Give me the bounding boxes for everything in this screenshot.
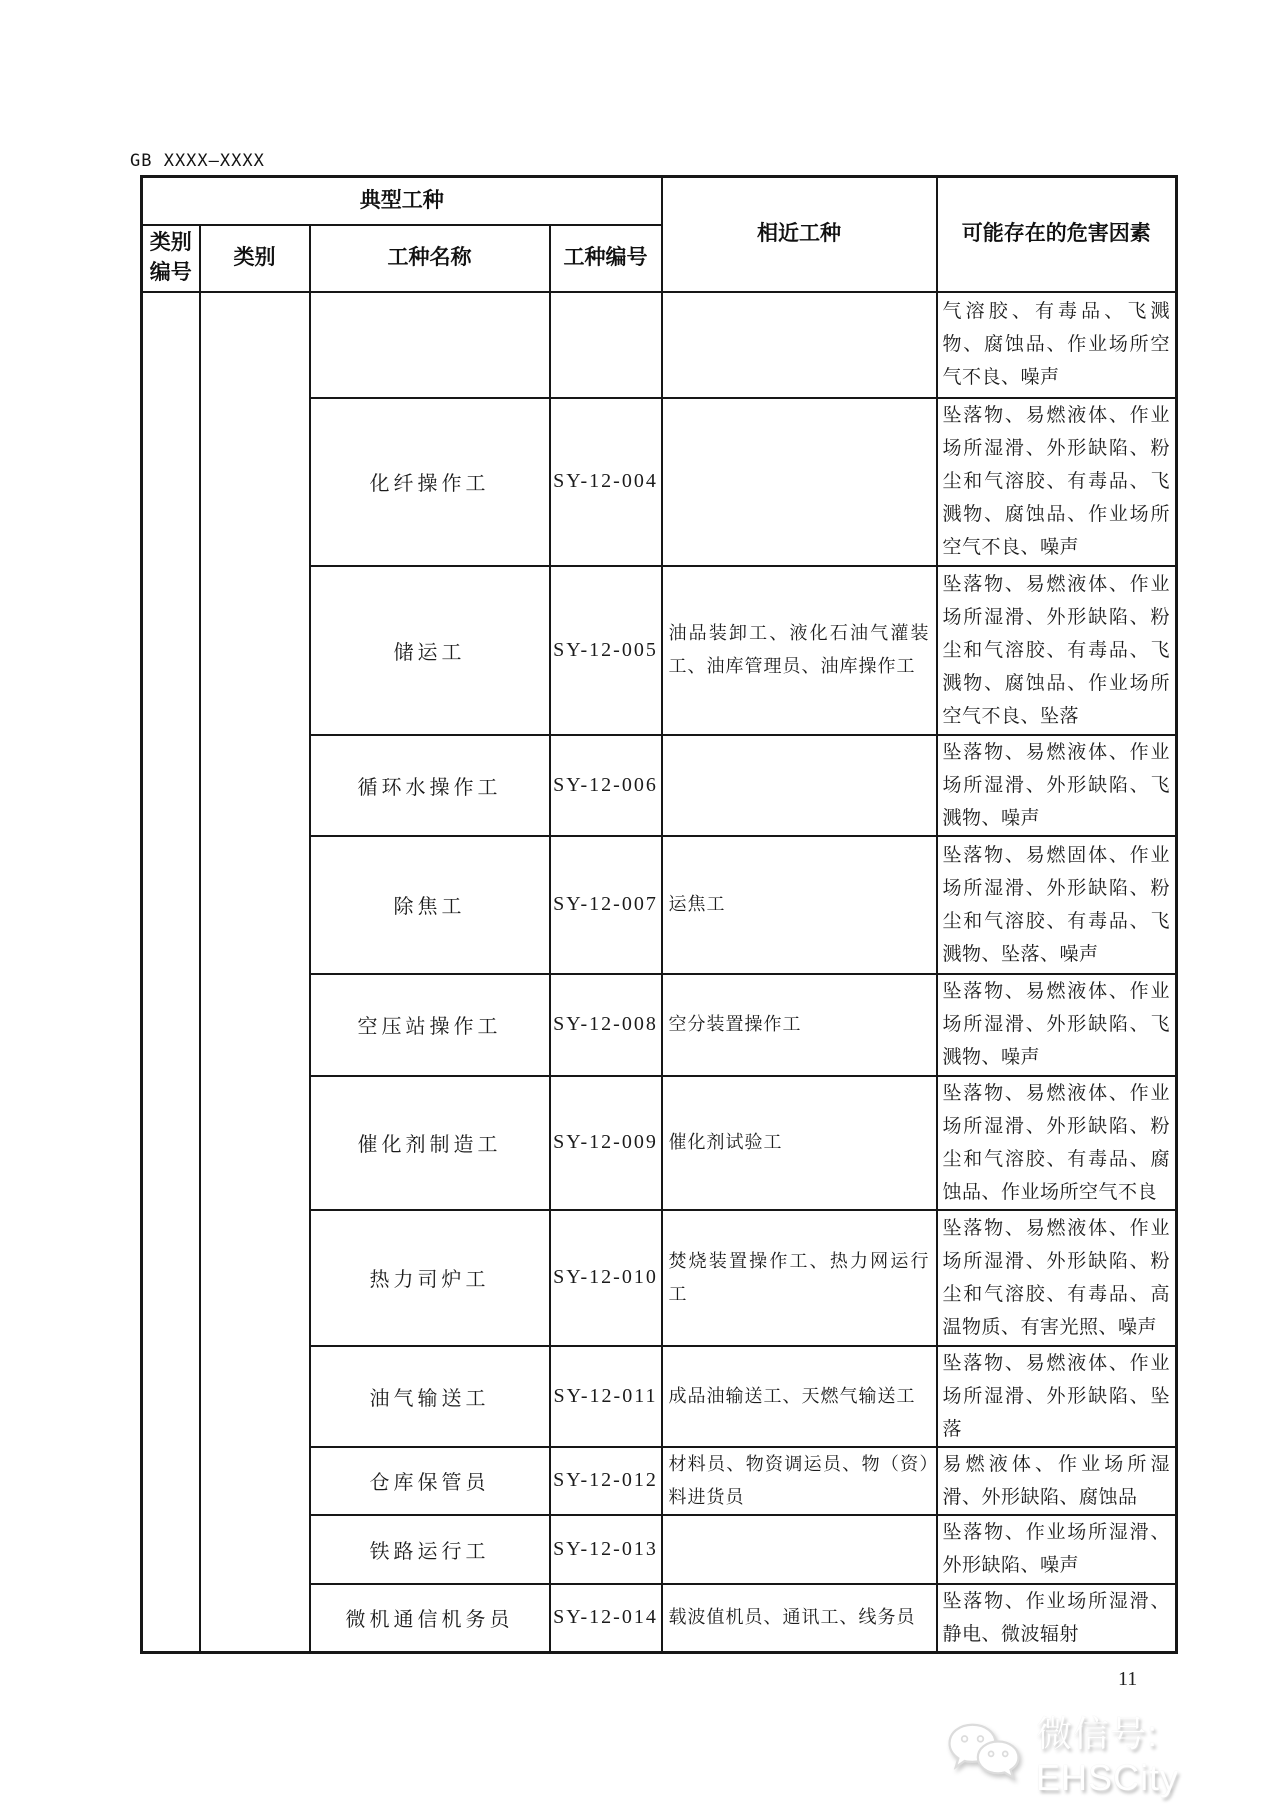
- job-code-cell: SY-12-007: [550, 836, 662, 974]
- job-name-cell: 热力司炉工: [310, 1210, 550, 1346]
- job-name-cell: [310, 292, 550, 398]
- header-job-name: 工种名称: [310, 225, 550, 292]
- job-name-cell: 微机通信机务员: [310, 1584, 550, 1653]
- wechat-icon: [946, 1716, 1022, 1790]
- watermark: [946, 1706, 1280, 1799]
- job-code-cell: SY-12-012: [550, 1447, 662, 1515]
- header-similar-jobs: 相近工种: [662, 177, 937, 292]
- hazards-cell: 坠落物、易燃液体、作业场所湿滑、外形缺陷、飞溅物、噪声: [937, 974, 1177, 1076]
- header-row-1: [142, 177, 1177, 225]
- job-name-cell: 铁路运行工: [310, 1515, 550, 1584]
- similar-jobs-cell: [662, 292, 937, 398]
- hazards-cell: 坠落物、作业场所湿滑、静电、微波辐射: [937, 1584, 1177, 1653]
- similar-jobs-cell: [662, 735, 937, 836]
- job-name-cell: 油气输送工: [310, 1346, 550, 1447]
- job-name-cell: 催化剂制造工: [310, 1076, 550, 1210]
- hazards-cell: 坠落物、易燃液体、作业场所湿滑、外形缺陷、坠落: [937, 1346, 1177, 1447]
- hazards-cell: 坠落物、作业场所湿滑、外形缺陷、噪声: [937, 1515, 1177, 1584]
- similar-jobs-cell: 油品装卸工、液化石油气灌装工、油库管理员、油库操作工: [662, 566, 937, 735]
- job-name-cell: 循环水操作工: [310, 735, 550, 836]
- job-name-cell: 空压站操作工: [310, 974, 550, 1076]
- job-code-cell: [550, 292, 662, 398]
- job-code-cell: SY-12-009: [550, 1076, 662, 1210]
- job-code-cell: SY-12-006: [550, 735, 662, 836]
- hazards-cell: 坠落物、易燃液体、作业场所湿滑、外形缺陷、飞溅物、噪声: [937, 735, 1177, 836]
- job-code-cell: SY-12-013: [550, 1515, 662, 1584]
- similar-jobs-cell: 材料员、物资调运员、物（资）料进货员: [662, 1447, 937, 1515]
- watermark-text: 微信号: EHSCity: [1036, 1713, 1180, 1798]
- job-code-cell: SY-12-014: [550, 1584, 662, 1653]
- similar-jobs-cell: 成品油输送工、天燃气输送工: [662, 1346, 937, 1447]
- similar-jobs-cell: 载波值机员、通讯工、线务员: [662, 1584, 937, 1653]
- job-code-cell: SY-12-005: [550, 566, 662, 735]
- job-name-cell: 除焦工: [310, 836, 550, 974]
- header-category: 类别: [200, 225, 310, 292]
- header-job-code: 工种编号: [550, 225, 662, 292]
- hazards-cell: 易燃液体、作业场所湿滑、外形缺陷、腐蚀品: [937, 1447, 1177, 1515]
- page-number: 11: [1118, 1668, 1138, 1690]
- job-name-cell: 仓库保管员: [310, 1447, 550, 1515]
- job-code-cell: SY-12-004: [550, 398, 662, 566]
- similar-jobs-cell: 催化剂试验工: [662, 1076, 937, 1210]
- similar-jobs-cell: [662, 1515, 937, 1584]
- similar-jobs-cell: [662, 398, 937, 566]
- doc-code: GB XXXX—XXXX: [130, 151, 265, 171]
- job-code-cell: SY-12-010: [550, 1210, 662, 1346]
- similar-jobs-cell: 焚烧装置操作工、热力网运行工: [662, 1210, 937, 1346]
- header-category-no: 类别编号: [142, 225, 200, 292]
- header-typical-jobs: 典型工种: [142, 177, 662, 225]
- header-hazards: 可能存在的危害因素: [937, 177, 1177, 292]
- similar-jobs-cell: 运焦工: [662, 836, 937, 974]
- category-no-cell: [142, 292, 200, 1653]
- hazards-cell: 坠落物、易燃液体、作业场所湿滑、外形缺陷、粉尘和气溶胶、有毒品、飞溅物、腐蚀品、作业场所空气不良、噪声: [937, 398, 1177, 566]
- job-name-cell: 化纤操作工: [310, 398, 550, 566]
- hazards-cell: 坠落物、易燃液体、作业场所湿滑、外形缺陷、粉尘和气溶胶、有毒品、高温物质、有害光照、噪声: [937, 1210, 1177, 1346]
- table-row: [142, 292, 1177, 398]
- job-name-cell: 储运工: [310, 566, 550, 735]
- job-code-cell: SY-12-011: [550, 1346, 662, 1447]
- similar-jobs-cell: 空分装置操作工: [662, 974, 937, 1076]
- job-code-cell: SY-12-008: [550, 974, 662, 1076]
- hazards-cell: 坠落物、易燃液体、作业场所湿滑、外形缺陷、粉尘和气溶胶、有毒品、飞溅物、腐蚀品、作业场所空气不良、坠落: [937, 566, 1177, 735]
- jobs-hazards-table: [140, 175, 1178, 1654]
- category-cell: [200, 292, 310, 1653]
- hazards-cell: 坠落物、易燃固体、作业场所湿滑、外形缺陷、粉尘和气溶胶、有毒品、飞溅物、坠落、噪声: [937, 836, 1177, 974]
- hazards-cell: 坠落物、易燃液体、作业场所湿滑、外形缺陷、粉尘和气溶胶、有毒品、腐蚀品、作业场所空气不良: [937, 1076, 1177, 1210]
- hazards-cell: 气溶胶、有毒品、飞溅物、腐蚀品、作业场所空气不良、噪声: [937, 292, 1177, 398]
